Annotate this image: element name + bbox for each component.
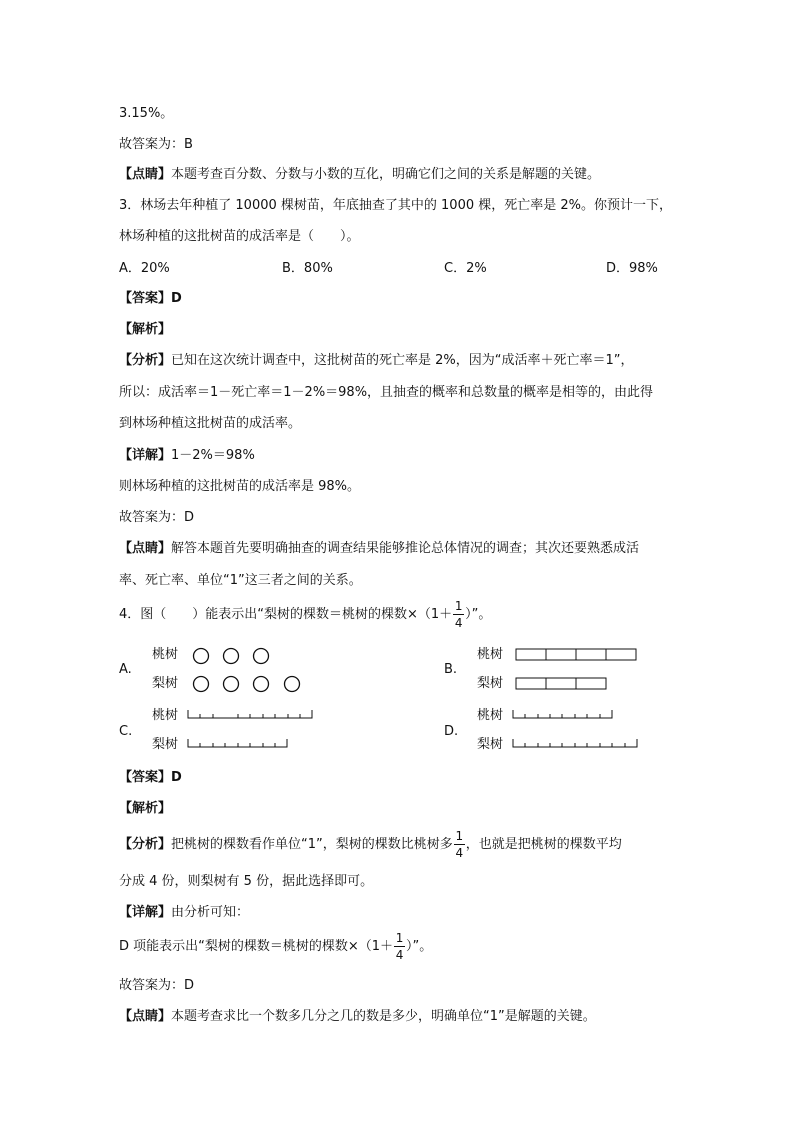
detail-text: 1－2%＝98% (171, 448, 255, 463)
analysis-line-3: 到林场种植这批树苗的成活率。 (119, 416, 302, 431)
answer-label: 【答案】D (119, 291, 182, 306)
text-line: 3.15%。 (119, 106, 174, 121)
detail-tag: 【详解】 (119, 905, 172, 920)
analysis-line-2: 分成 4 份，则梨树有 5 份，据此选择即可。 (119, 874, 374, 889)
fraction-bar (394, 946, 405, 947)
comment-text: 解答本题首先要明确抽查的调查结果能够推论总体情况的调查；其次还要熟悉成活 (171, 541, 640, 556)
option-b: B．80% (282, 261, 333, 276)
detail-tag: 【详解】 (119, 448, 172, 463)
comment-line-2: 率、死亡率、单位“1”这三者之间的关系。 (119, 573, 362, 588)
analysis-text: 把桃树的棵数看作单位“1”，梨树的棵数比桃树多 (171, 837, 453, 852)
fraction-numerator: 1 (395, 931, 404, 945)
analysis-tag: 【分析】 (119, 837, 172, 852)
answer-line: 故答案为：B (119, 137, 193, 152)
analysis-heading: 【解析】 (119, 801, 172, 816)
figure-b-peach-label: 桃树 (477, 647, 504, 662)
analysis-line-2: 所以：成活率＝1－死亡率＝1－2%＝98%，且抽查的概率和总数量的概率是相等的，由此得 (119, 385, 654, 400)
analysis-line-1 (119, 830, 622, 859)
analysis-text-suffix: ，也就是把桃树的棵数平均 (465, 837, 622, 852)
analysis-heading: 【解析】 (119, 322, 172, 337)
detail-result-suffix: ）”。 (406, 939, 433, 954)
comment-text: 本题考查百分数、分数与小数的互化，明确它们之间的关系是解题的关键。 (171, 167, 601, 182)
question-3-line-2: 林场种植的这批树苗的成活率是（ ）。 (119, 229, 360, 244)
question-4-suffix: ）”。 (465, 607, 492, 622)
detail-line (119, 906, 249, 919)
comment-tag: 【点睛】 (119, 167, 172, 182)
detail-result-line: 则林场种植的这批树苗的成活率是 98%。 (119, 479, 361, 494)
figure-c-label: C. (119, 724, 133, 739)
fraction-one-quarter (394, 932, 405, 961)
option-c: C．2% (444, 261, 487, 276)
option-d: D．98% (606, 261, 658, 276)
figure-b-pear-label: 梨树 (477, 676, 504, 691)
comment-tag: 【点睛】 (119, 1009, 172, 1024)
fraction-numerator: 1 (454, 599, 463, 613)
fraction-numerator: 1 (455, 829, 464, 843)
figure-d-peach-label: 桃树 (477, 708, 504, 723)
fraction-denominator: 4 (395, 948, 404, 962)
fraction-bar (454, 844, 465, 845)
figure-d-label: D. (444, 724, 459, 739)
detail-result-line (119, 932, 432, 961)
fraction-denominator: 4 (454, 616, 463, 630)
figure-d-pear-label: 梨树 (477, 737, 504, 752)
figure-a-pear-label: 梨树 (152, 676, 179, 691)
detail-text: 由分析可知： (171, 905, 250, 920)
fraction-denominator: 4 (455, 846, 464, 860)
analysis-text: 已知在这次统计调查中，这批树苗的死亡率是 2%，因为“成活率＋死亡率＝1”， (171, 353, 634, 368)
comment-tag: 【点睛】 (119, 541, 172, 556)
option-a: A．20% (119, 261, 170, 276)
answer-line: 故答案为：D (119, 510, 195, 525)
question-4-prefix: 4．图（ ）能表示出“梨树的棵数＝桃树的棵数×（1＋ (119, 607, 453, 622)
figure-a-label: A. (119, 662, 132, 677)
comment-text: 本题考查求比一个数多几分之几的数是多少，明确单位“1”是解题的关键。 (171, 1009, 596, 1024)
answer-label: 【答案】D (119, 770, 182, 785)
fraction-one-quarter (454, 830, 465, 859)
figure-a-peach-label: 桃树 (152, 647, 179, 662)
question-3-line-1: 3．林场去年种植了 10000 棵树苗，年底抽查了其中的 1000 棵，死亡率是 2%。你预计一下， (119, 198, 672, 213)
analysis-tag: 【分析】 (119, 353, 172, 368)
answer-line: 故答案为：D (119, 978, 195, 993)
detail-result-prefix: D 项能表示出“梨树的棵数＝桃树的棵数×（1＋ (119, 939, 394, 954)
figure-c-pear-label: 梨树 (152, 737, 179, 752)
figure-c-peach-label: 桃树 (152, 708, 179, 723)
figure-b-label: B. (444, 662, 458, 677)
comment-line (119, 1010, 596, 1023)
